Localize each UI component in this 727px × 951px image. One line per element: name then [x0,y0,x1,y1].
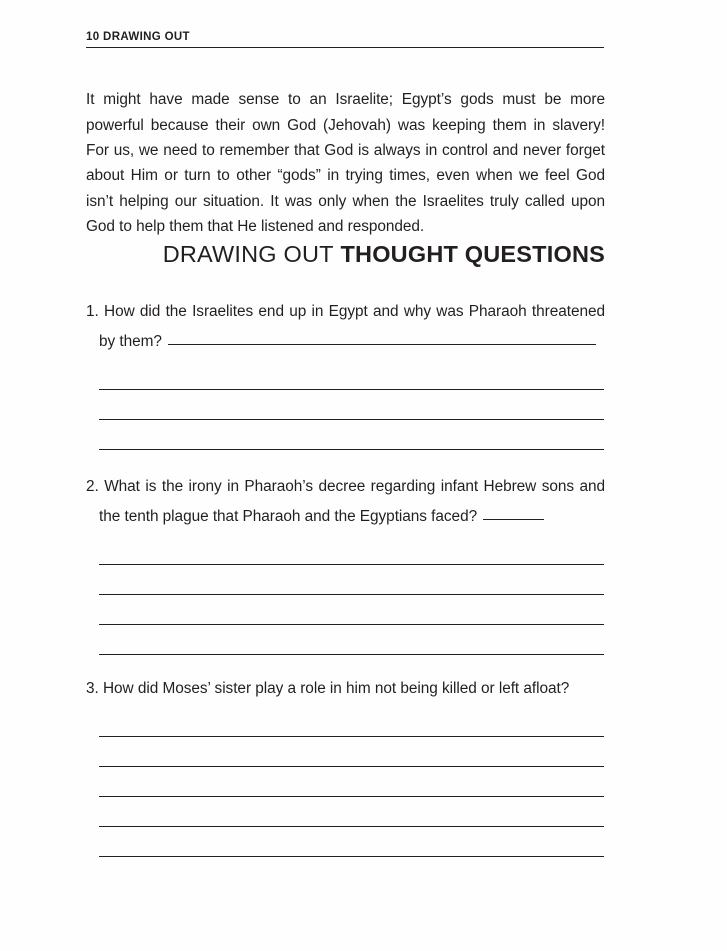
answer-line[interactable] [99,390,604,420]
header-divider-rule [86,47,604,48]
running-header [86,30,604,48]
question-block-1 [86,297,605,450]
question-1-prompt: 1. How did the Israelites end up in Egypt and why was Pharaoh threatened by them? [86,303,605,351]
answer-line[interactable] [99,625,604,655]
answer-line[interactable] [99,565,604,595]
question-3-text: 3. How did Moses’ sister play a role in him not being killed or left afloat? [86,680,570,697]
answer-line[interactable] [99,827,604,857]
question-1-text [86,297,605,357]
section-heading-bold-part: THOUGHT QUESTIONS [340,241,605,267]
answer-line[interactable] [99,357,604,390]
running-header-text: 10 DRAWING OUT [86,31,190,43]
answer-line[interactable] [99,704,604,737]
question-2-text [86,472,605,532]
body-paragraph: It might have made sense to an Israelite; Egypt’s gods must be more powerful because their own God (Jehovah) was keeping them in slavery! For us, we need to remember that God is always in control and never forget about Him or turn to other “gods” in trying times, even when we feel God isn’t helping our situation. It was only when the Israelites truly called upon God to help them that He listened and responded. [86,91,605,235]
answer-line[interactable] [99,737,604,767]
question-1-answer-lines [86,357,605,450]
answer-line[interactable] [99,532,604,565]
question-2-inline-answer-rule[interactable] [483,514,544,520]
answer-line[interactable] [99,767,604,797]
answer-line[interactable] [99,420,604,450]
answer-line[interactable] [99,595,604,625]
question-2-prompt: 2. What is the irony in Pharaoh’s decree regarding infant Hebrew sons and the tenth plague that Pharaoh and the Egyptians faced? [86,478,605,526]
question-1-inline-answer-rule[interactable] [168,339,596,345]
question-3-answer-lines [86,704,605,857]
section-heading-light-part: DRAWING OUT [162,241,334,267]
section-heading [86,240,605,268]
question-block-3 [86,674,605,857]
question-block-2 [86,472,605,655]
question-2-answer-lines [86,532,605,655]
answer-line[interactable] [99,797,604,827]
